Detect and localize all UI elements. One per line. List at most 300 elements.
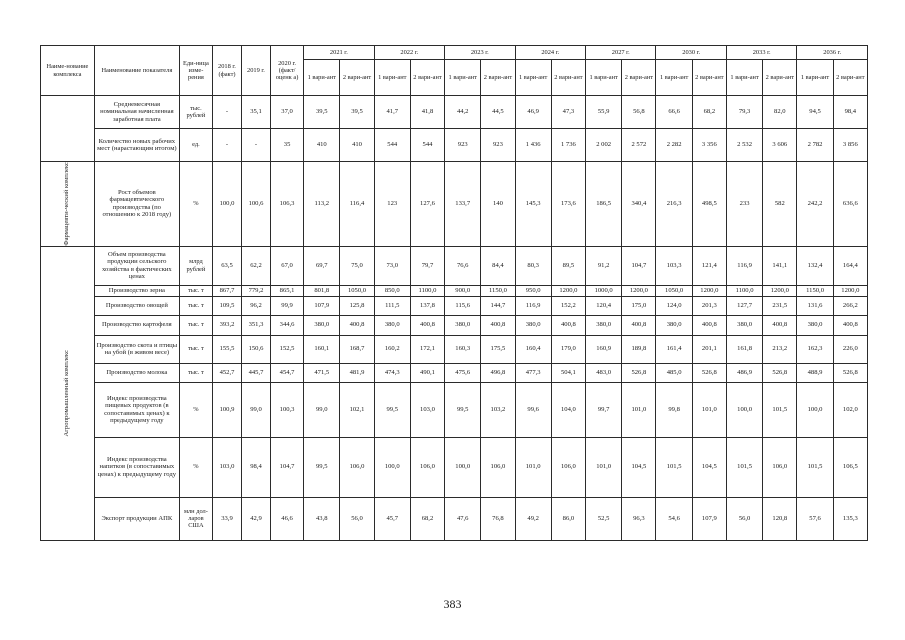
value-cell: 1200,0: [833, 285, 867, 296]
value-cell: 380,0: [445, 315, 481, 335]
value-cell: 44,2: [445, 96, 481, 129]
value-cell: 96,3: [622, 497, 656, 540]
value-cell: 186,5: [586, 162, 622, 247]
value-cell: 161,8: [726, 335, 762, 363]
value-cell: 173,6: [551, 162, 585, 247]
table-row: [41, 285, 868, 296]
value-cell: 481,9: [340, 363, 374, 382]
value-cell: 526,8: [763, 363, 797, 382]
indicator-name: Экспорт продукции АПК: [94, 497, 179, 540]
value-cell: 91,2: [586, 246, 622, 285]
header-variant-1: 1 вари-ант: [445, 60, 481, 96]
indicator-name: Среднемесячная номинальная начисленная заработная плата: [94, 96, 179, 129]
value-cell: 1 736: [551, 129, 585, 162]
value-cell: 100,0: [726, 382, 762, 437]
table-row: [41, 382, 868, 437]
header-variant-1: 1 вари-ант: [797, 60, 833, 96]
header-variant-2: 2 вари-ант: [551, 60, 585, 96]
value-cell: 106,0: [763, 437, 797, 497]
sector-label-text: Фармацевти-ческий комплекс: [62, 162, 70, 246]
value-cell: 127,7: [726, 296, 762, 315]
value-cell: 47,6: [445, 497, 481, 540]
value-cell: 99,0: [304, 382, 340, 437]
value-cell: 79,3: [726, 96, 762, 129]
header-year: 2023 г.: [445, 46, 515, 60]
header-year: 2033 г.: [726, 46, 796, 60]
value-cell: 39,5: [340, 96, 374, 129]
value-cell: 160,3: [445, 335, 481, 363]
value-cell: 445,7: [241, 363, 270, 382]
value-cell: 923: [445, 129, 481, 162]
value-cell: -: [212, 129, 241, 162]
value-cell: 37,0: [270, 96, 303, 129]
value-cell: 106,5: [833, 437, 867, 497]
value-cell: 62,2: [241, 246, 270, 285]
value-cell: 152,2: [551, 296, 585, 315]
value-cell: 923: [481, 129, 515, 162]
value-cell: 103,2: [481, 382, 515, 437]
value-cell: 380,0: [374, 315, 410, 335]
table-row: [41, 162, 868, 247]
value-cell: 104,0: [551, 382, 585, 437]
indicator-unit: %: [179, 437, 212, 497]
sector-label-agro: [41, 246, 95, 540]
value-cell: 43,8: [304, 497, 340, 540]
value-cell: 233: [726, 162, 762, 247]
value-cell: 104,5: [622, 437, 656, 497]
value-cell: 2 782: [797, 129, 833, 162]
value-cell: 99,7: [586, 382, 622, 437]
header-variant-1: 1 вари-ант: [586, 60, 622, 96]
value-cell: 485,0: [656, 363, 692, 382]
value-cell: 96,2: [241, 296, 270, 315]
value-cell: 2 002: [586, 129, 622, 162]
value-cell: 125,8: [340, 296, 374, 315]
header-variant-1: 1 вари-ант: [656, 60, 692, 96]
header-year: 2030 г.: [656, 46, 726, 60]
value-cell: 39,5: [304, 96, 340, 129]
value-cell: 121,4: [692, 246, 726, 285]
value-cell: 400,8: [833, 315, 867, 335]
value-cell: 526,8: [833, 363, 867, 382]
indicator-name: Производство скота и птицы на убой (в живом весе): [94, 335, 179, 363]
value-cell: 779,2: [241, 285, 270, 296]
value-cell: 46,6: [270, 497, 303, 540]
value-cell: 80,3: [515, 246, 551, 285]
value-cell: 100,9: [212, 382, 241, 437]
value-cell: 544: [374, 129, 410, 162]
value-cell: 101,0: [586, 437, 622, 497]
value-cell: 103,0: [410, 382, 444, 437]
value-cell: 107,9: [692, 497, 726, 540]
value-cell: 144,7: [481, 296, 515, 315]
value-cell: 41,8: [410, 96, 444, 129]
value-cell: 49,2: [515, 497, 551, 540]
value-cell: 115,6: [445, 296, 481, 315]
value-cell: 189,8: [622, 335, 656, 363]
value-cell: 123: [374, 162, 410, 247]
value-cell: 526,8: [622, 363, 656, 382]
value-cell: 100,0: [212, 162, 241, 247]
indicator-unit: ед.: [179, 129, 212, 162]
value-cell: 111,5: [374, 296, 410, 315]
table-row: [41, 363, 868, 382]
value-cell: 400,8: [692, 315, 726, 335]
value-cell: 1200,0: [551, 285, 585, 296]
header-variant-2: 2 вари-ант: [763, 60, 797, 96]
value-cell: 47,3: [551, 96, 585, 129]
value-cell: 400,8: [410, 315, 444, 335]
indicators-table: [40, 45, 868, 541]
value-cell: 99,5: [445, 382, 481, 437]
value-cell: 544: [410, 129, 444, 162]
sector-label-pharma: [41, 162, 95, 247]
value-cell: 101,0: [692, 382, 726, 437]
value-cell: 3 606: [763, 129, 797, 162]
value-cell: 201,1: [692, 335, 726, 363]
value-cell: 103,0: [212, 437, 241, 497]
value-cell: 1 436: [515, 129, 551, 162]
value-cell: 380,0: [586, 315, 622, 335]
value-cell: 68,2: [692, 96, 726, 129]
value-cell: 98,4: [241, 437, 270, 497]
value-cell: 2 532: [726, 129, 762, 162]
value-cell: 850,0: [374, 285, 410, 296]
value-cell: 116,4: [340, 162, 374, 247]
value-cell: 73,0: [374, 246, 410, 285]
header-variant-2: 2 вари-ант: [622, 60, 656, 96]
header-variant-2: 2 вари-ант: [833, 60, 867, 96]
value-cell: 3 356: [692, 129, 726, 162]
value-cell: 1150,0: [481, 285, 515, 296]
value-cell: 3 856: [833, 129, 867, 162]
value-cell: 410: [304, 129, 340, 162]
value-cell: 120,8: [763, 497, 797, 540]
value-cell: 82,0: [763, 96, 797, 129]
value-cell: 99,5: [304, 437, 340, 497]
value-cell: 504,1: [551, 363, 585, 382]
value-cell: 41,7: [374, 96, 410, 129]
value-cell: 56,0: [726, 497, 762, 540]
value-cell: 99,9: [270, 296, 303, 315]
value-cell: 33,9: [212, 497, 241, 540]
value-cell: 100,0: [797, 382, 833, 437]
value-cell: 483,0: [586, 363, 622, 382]
indicator-unit: тыс. т: [179, 285, 212, 296]
value-cell: 380,0: [797, 315, 833, 335]
value-cell: 172,1: [410, 335, 444, 363]
value-cell: 471,5: [304, 363, 340, 382]
value-cell: 496,8: [481, 363, 515, 382]
value-cell: 116,9: [515, 296, 551, 315]
header-year: 2021 г.: [304, 46, 374, 60]
indicator-name: Индекс производства напитков (в сопоставимых ценах) к предыдущему году: [94, 437, 179, 497]
value-cell: 582: [763, 162, 797, 247]
value-cell: 102,1: [340, 382, 374, 437]
value-cell: 89,5: [551, 246, 585, 285]
table-body: [41, 96, 868, 541]
value-cell: 99,6: [515, 382, 551, 437]
header-variant-1: 1 вари-ант: [515, 60, 551, 96]
header-variant-2: 2 вари-ант: [410, 60, 444, 96]
value-cell: 152,5: [270, 335, 303, 363]
value-cell: 400,8: [481, 315, 515, 335]
header-year: 2022 г.: [374, 46, 444, 60]
value-cell: 1000,0: [586, 285, 622, 296]
indicator-unit: тыс. т: [179, 296, 212, 315]
value-cell: 344,6: [270, 315, 303, 335]
indicator-unit: млрд рублей: [179, 246, 212, 285]
value-cell: 162,3: [797, 335, 833, 363]
value-cell: 801,8: [304, 285, 340, 296]
value-cell: 393,2: [212, 315, 241, 335]
value-cell: 179,0: [551, 335, 585, 363]
value-cell: 99,8: [656, 382, 692, 437]
value-cell: 226,0: [833, 335, 867, 363]
value-cell: 124,0: [656, 296, 692, 315]
value-cell: 351,3: [241, 315, 270, 335]
value-cell: 106,0: [410, 437, 444, 497]
value-cell: 102,0: [833, 382, 867, 437]
value-cell: 69,7: [304, 246, 340, 285]
indicator-name: Количество новых рабочих мест (нарастающим итогом): [94, 129, 179, 162]
indicator-name: Производство молока: [94, 363, 179, 382]
value-cell: 66,6: [656, 96, 692, 129]
value-cell: 498,5: [692, 162, 726, 247]
value-cell: 213,2: [763, 335, 797, 363]
value-cell: 113,2: [304, 162, 340, 247]
value-cell: 104,7: [622, 246, 656, 285]
value-cell: 35,1: [241, 96, 270, 129]
value-cell: 1150,0: [797, 285, 833, 296]
page-number: 383: [443, 597, 462, 611]
value-cell: 101,0: [515, 437, 551, 497]
indicator-name: Производство картофеля: [94, 315, 179, 335]
value-cell: 400,8: [340, 315, 374, 335]
header-2020: 2020 г. (факт/ оценк а): [270, 46, 303, 96]
value-cell: 380,0: [304, 315, 340, 335]
value-cell: 56,8: [622, 96, 656, 129]
value-cell: 231,5: [763, 296, 797, 315]
sector-label-text: Агропромышленный комплекс: [62, 349, 70, 437]
value-cell: 145,3: [515, 162, 551, 247]
value-cell: 140: [481, 162, 515, 247]
value-cell: -: [212, 96, 241, 129]
indicator-name: Индекс производства пищевых продуктов (в сопоставимых ценах) к предыдущему году: [94, 382, 179, 437]
value-cell: 104,7: [270, 437, 303, 497]
value-cell: 1200,0: [622, 285, 656, 296]
value-cell: 127,6: [410, 162, 444, 247]
value-cell: 99,0: [241, 382, 270, 437]
value-cell: -: [241, 129, 270, 162]
value-cell: 160,4: [515, 335, 551, 363]
value-cell: 120,4: [586, 296, 622, 315]
header-variant-1: 1 вари-ант: [726, 60, 762, 96]
indicator-unit: %: [179, 382, 212, 437]
value-cell: 106,3: [270, 162, 303, 247]
value-cell: 35: [270, 129, 303, 162]
value-cell: 486,9: [726, 363, 762, 382]
value-cell: 161,4: [656, 335, 692, 363]
value-cell: 109,5: [212, 296, 241, 315]
value-cell: 101,5: [656, 437, 692, 497]
value-cell: 175,5: [481, 335, 515, 363]
value-cell: 1050,0: [340, 285, 374, 296]
table-row: [41, 315, 868, 335]
value-cell: 57,6: [797, 497, 833, 540]
value-cell: 168,7: [340, 335, 374, 363]
header-year: 2027 г.: [586, 46, 656, 60]
value-cell: 67,0: [270, 246, 303, 285]
value-cell: 75,0: [340, 246, 374, 285]
value-cell: 52,5: [586, 497, 622, 540]
indicator-name: Производство овощей: [94, 296, 179, 315]
indicator-unit: тыс. т: [179, 335, 212, 363]
indicator-unit: тыс. рублей: [179, 96, 212, 129]
value-cell: 160,2: [374, 335, 410, 363]
indicator-unit: тыс. т: [179, 363, 212, 382]
value-cell: 400,8: [622, 315, 656, 335]
indicator-name: Рост объемов фармацевтического производства (по отношению к 2018 году): [94, 162, 179, 247]
value-cell: 526,8: [692, 363, 726, 382]
header-variant-2: 2 вари-ант: [481, 60, 515, 96]
header-2019: 2019 г.: [241, 46, 270, 96]
value-cell: 76,8: [481, 497, 515, 540]
value-cell: 380,0: [726, 315, 762, 335]
value-cell: 101,5: [763, 382, 797, 437]
header-year: 2036 г.: [797, 46, 868, 60]
value-cell: 490,1: [410, 363, 444, 382]
sector-cell-empty: [41, 96, 95, 162]
value-cell: 201,3: [692, 296, 726, 315]
indicator-name: Объем производства продукции сельского хозяйства в фактических ценах: [94, 246, 179, 285]
value-cell: 1200,0: [692, 285, 726, 296]
value-cell: 44,5: [481, 96, 515, 129]
value-cell: 132,4: [797, 246, 833, 285]
table-row: [41, 335, 868, 363]
value-cell: 477,3: [515, 363, 551, 382]
value-cell: 76,6: [445, 246, 481, 285]
value-cell: 131,6: [797, 296, 833, 315]
table-header: [41, 46, 868, 96]
value-cell: 79,7: [410, 246, 444, 285]
value-cell: 68,2: [410, 497, 444, 540]
value-cell: 380,0: [656, 315, 692, 335]
value-cell: 100,6: [241, 162, 270, 247]
value-cell: 475,6: [445, 363, 481, 382]
value-cell: 86,0: [551, 497, 585, 540]
value-cell: 137,8: [410, 296, 444, 315]
value-cell: 160,1: [304, 335, 340, 363]
header-variant-1: 1 вари-ант: [304, 60, 340, 96]
header-2018: 2018 г. (факт): [212, 46, 241, 96]
value-cell: 175,0: [622, 296, 656, 315]
value-cell: 133,7: [445, 162, 481, 247]
value-cell: 410: [340, 129, 374, 162]
value-cell: 1050,0: [656, 285, 692, 296]
indicator-unit: млн дол-ларов США: [179, 497, 212, 540]
value-cell: 2 282: [656, 129, 692, 162]
value-cell: 116,9: [726, 246, 762, 285]
value-cell: 104,5: [692, 437, 726, 497]
value-cell: 150,6: [241, 335, 270, 363]
value-cell: 454,7: [270, 363, 303, 382]
value-cell: 101,0: [622, 382, 656, 437]
indicator-unit: тыс. т: [179, 315, 212, 335]
value-cell: 98,4: [833, 96, 867, 129]
value-cell: 474,3: [374, 363, 410, 382]
header-complex: Наиме-нование комплекса: [41, 46, 95, 96]
table-row: [41, 437, 868, 497]
indicator-unit: %: [179, 162, 212, 247]
value-cell: 106,0: [551, 437, 585, 497]
value-cell: 103,3: [656, 246, 692, 285]
value-cell: 216,3: [656, 162, 692, 247]
value-cell: 63,5: [212, 246, 241, 285]
value-cell: 106,0: [481, 437, 515, 497]
value-cell: 56,0: [340, 497, 374, 540]
header-indicator: Наименование показателя: [94, 46, 179, 96]
header-variant-2: 2 вари-ант: [340, 60, 374, 96]
value-cell: 141,1: [763, 246, 797, 285]
value-cell: 400,8: [551, 315, 585, 335]
value-cell: 100,0: [445, 437, 481, 497]
value-cell: 2 572: [622, 129, 656, 162]
value-cell: 636,6: [833, 162, 867, 247]
value-cell: 242,2: [797, 162, 833, 247]
value-cell: 340,4: [622, 162, 656, 247]
header-year: 2024 г.: [515, 46, 585, 60]
value-cell: 99,5: [374, 382, 410, 437]
value-cell: 46,9: [515, 96, 551, 129]
value-cell: 1100,0: [410, 285, 444, 296]
value-cell: 164,4: [833, 246, 867, 285]
value-cell: 1100,0: [726, 285, 762, 296]
header-variant-2: 2 вари-ант: [692, 60, 726, 96]
table-row: [41, 296, 868, 315]
value-cell: 55,9: [586, 96, 622, 129]
indicator-name: Производство зерна: [94, 285, 179, 296]
value-cell: 45,7: [374, 497, 410, 540]
value-cell: 100,0: [374, 437, 410, 497]
value-cell: 452,7: [212, 363, 241, 382]
value-cell: 155,5: [212, 335, 241, 363]
table-row: [41, 96, 868, 129]
value-cell: 266,2: [833, 296, 867, 315]
value-cell: 380,0: [515, 315, 551, 335]
value-cell: 1200,0: [763, 285, 797, 296]
value-cell: 160,9: [586, 335, 622, 363]
header-variant-1: 1 вари-ант: [374, 60, 410, 96]
value-cell: 400,8: [763, 315, 797, 335]
table-row: [41, 246, 868, 285]
value-cell: 94,5: [797, 96, 833, 129]
value-cell: 900,0: [445, 285, 481, 296]
value-cell: 100,3: [270, 382, 303, 437]
table-row: [41, 497, 868, 540]
value-cell: 135,3: [833, 497, 867, 540]
value-cell: 107,9: [304, 296, 340, 315]
value-cell: 867,7: [212, 285, 241, 296]
value-cell: 865,1: [270, 285, 303, 296]
value-cell: 950,0: [515, 285, 551, 296]
value-cell: 54,6: [656, 497, 692, 540]
header-unit: Еди-ница изме-рения: [179, 46, 212, 96]
value-cell: 106,0: [340, 437, 374, 497]
value-cell: 488,9: [797, 363, 833, 382]
value-cell: 42,9: [241, 497, 270, 540]
value-cell: 84,4: [481, 246, 515, 285]
